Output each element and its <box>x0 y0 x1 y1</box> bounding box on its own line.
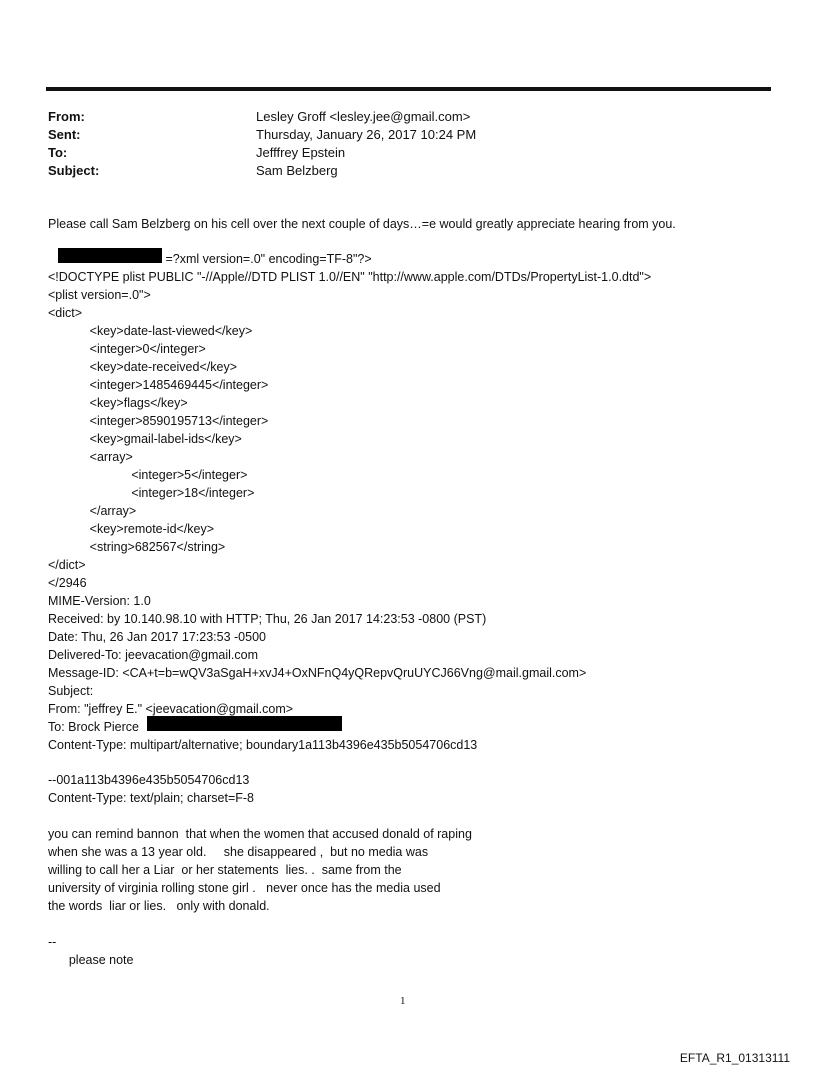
from-label: From: <box>48 109 85 124</box>
body-line: <plist version=.0"> <box>48 288 151 302</box>
body-line: Please call Sam Belzberg on his cell over the next couple of days…=e would greatly appreciate hearing from you. <box>48 217 676 231</box>
body-line: <array> <box>48 450 133 464</box>
body-line: <key>remote-id</key> <box>48 522 215 536</box>
redaction-block <box>147 716 342 731</box>
body-line: Content-Type: text/plain; charset=F-8 <box>48 791 255 805</box>
body-line: Message-ID: <CA+t=b=wQV3aSgaH+xvJ4+OxNFnQ4yQRepvQruUYCJ66Vng@mail.gmail.com> <box>48 666 587 680</box>
to-value: Jefffrey Epstein <box>256 145 346 160</box>
body-line: From: "jeffrey E." <jeevacation@gmail.com> <box>48 702 294 716</box>
from-value: Lesley Groff <lesley.jee@gmail.com> <box>256 109 471 124</box>
body-line: <key>gmail-label-ids</key> <box>48 432 242 446</box>
body-line: <key>date-received</key> <box>48 360 237 374</box>
body-line: Content-Type: multipart/alternative; boundary1a113b4396e435b5054706cd13 <box>48 738 478 752</box>
body-line: <integer>0</integer> <box>48 342 206 356</box>
body-line: <key>date-last-viewed</key> <box>48 324 253 338</box>
body-line: university of virginia rolling stone girl . never once has the media used <box>48 881 441 895</box>
header-rule <box>46 87 771 91</box>
body-line: <integer>8590195713</integer> <box>48 414 269 428</box>
subject-value: Sam Belzberg <box>256 163 338 178</box>
redaction-block <box>58 248 162 263</box>
body-line: the words liar or lies. only with donald. <box>48 899 270 913</box>
bates-number: EFTA_R1_01313111 <box>679 1051 790 1065</box>
page-number: 1 <box>400 995 406 1007</box>
body-line: </dict> <box>48 558 86 572</box>
body-line: Date: Thu, 26 Jan 2017 17:23:53 -0500 <box>48 630 266 644</box>
body-line: willing to call her a Liar or her statements lies. . same from the <box>48 863 402 877</box>
sent-value: Thursday, January 26, 2017 10:24 PM <box>256 127 477 142</box>
body-line: <dict> <box>48 306 83 320</box>
body-line: </2946 <box>48 576 87 590</box>
body-line: <key>flags</key> <box>48 396 188 410</box>
body-line: you can remind bannon that when the women that accused donald of raping <box>48 827 472 841</box>
body-line: please note <box>48 953 134 967</box>
body-line: -- <box>48 935 57 949</box>
body-line: Subject: <box>48 684 94 698</box>
body-line: when she was a 13 year old. she disappeared , but no media was <box>48 845 429 859</box>
to-label: To: <box>48 145 68 160</box>
subject-label: Subject: <box>48 163 100 178</box>
body-line: To: Brock Pierce <box>48 720 140 734</box>
body-line: Delivered-To: jeevacation@gmail.com <box>48 648 258 662</box>
sent-label: Sent: <box>48 127 81 142</box>
body-line: --001a113b4396e435b5054706cd13 <box>48 773 250 787</box>
body-line: <integer>1485469445</integer> <box>48 378 269 392</box>
body-line: <string>682567</string> <box>48 540 226 554</box>
body-line: <!DOCTYPE plist PUBLIC "-//Apple//DTD PLIST 1.0//EN" "http://www.apple.com/DTDs/PropertyList-1.0.dtd"> <box>48 270 652 284</box>
body-line: MIME-Version: 1.0 <box>48 594 151 608</box>
body-line: <integer>18</integer> <box>48 486 255 500</box>
body-line: =?xml version=.0" encoding=TF-8"?> <box>162 252 372 266</box>
body-line: <integer>5</integer> <box>48 468 248 482</box>
body-line: Received: by 10.140.98.10 with HTTP; Thu, 26 Jan 2017 14:23:53 -0800 (PST) <box>48 612 487 626</box>
body-line: </array> <box>48 504 137 518</box>
